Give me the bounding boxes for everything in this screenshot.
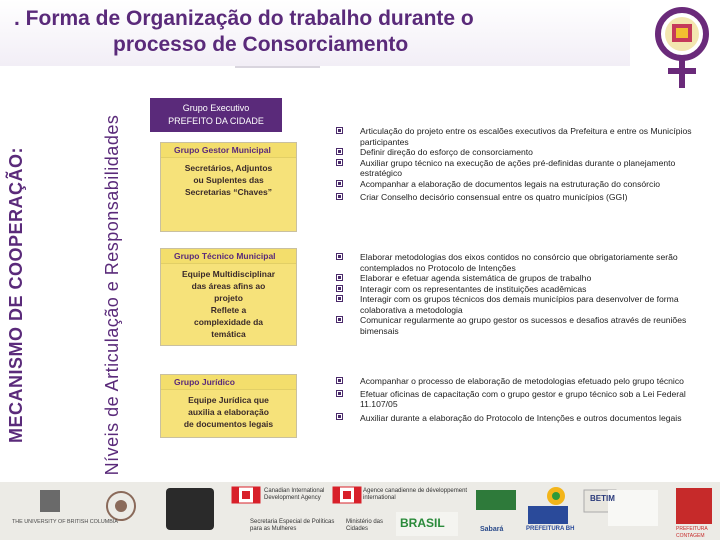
list-item: Interagir com os grupos técnicos dos demais municípios para desenvolver de forma colaborativa a metodologia	[336, 294, 706, 315]
bullet-box-icon	[336, 180, 343, 187]
list-item: Interagir com os representantes de instituições acadêmicas	[336, 284, 706, 295]
group-gestor-line: ou Suplentes das	[193, 175, 264, 185]
bullet-box-icon	[336, 413, 343, 420]
sabara-label: Sabará	[480, 526, 504, 533]
cooperation-mechanism-label: MECANISMO DE COOPERAÇÃO:	[6, 147, 26, 444]
title-line-1: . Forma de Organização do trabalho durante o	[14, 7, 474, 30]
group-gestor-line: Secretarias “Chaves”	[185, 187, 272, 197]
group-juridico-line: Equipe Jurídica que	[188, 395, 269, 405]
contagem-label: PREFEITURA CONTAGEM	[676, 526, 708, 539]
group-juridico-line: de documentos legais	[183, 419, 274, 429]
list-item: Acompanhar a elaboração de documentos legais na estruturação do consórcio	[336, 179, 706, 190]
list-item: Articulação do projeto entre os escalões executivos da Prefeitura e entre os Municípios participantes	[336, 126, 706, 147]
group-tecnico-body	[161, 264, 296, 344]
bullet-list-juridico	[336, 376, 706, 425]
venus-icon	[651, 4, 713, 92]
bullet-box-icon	[336, 148, 343, 155]
secretaria-label: Secretaria Especial de Políticas para as Mulheres	[250, 519, 335, 532]
bullet-box-icon	[336, 159, 343, 166]
female-symbol-logo	[651, 4, 713, 92]
list-item: Acompanhar o processo de elaboração de metodologias efetuado pelo grupo técnico	[336, 376, 706, 387]
ubc-label: THE UNIVERSITY OF BRITISH COLUMBIA	[12, 519, 118, 525]
executive-group-title: Grupo Executivo	[182, 103, 250, 113]
list-item: Comunicar regularmente ao grupo gestor os sucessos e desafios através de reuniões bimensais	[336, 315, 706, 336]
bullet-box-icon	[336, 316, 343, 323]
bullet-list-tecnico	[336, 252, 706, 336]
bullet-box-icon	[336, 285, 343, 292]
pbh-label: PREFEITURA BH	[526, 526, 575, 532]
left-vertical-labels	[0, 70, 150, 480]
bullet-box-icon	[336, 127, 343, 134]
list-item: Criar Conselho decisório consensual entre os quatro municípios (GGI)	[336, 192, 706, 203]
contagem-logo-icon	[676, 488, 712, 524]
list-item: Auxiliar grupo técnico na execução de ações pré-definidas durante o planejamento estratégico	[336, 158, 706, 179]
partner-logos-footer	[0, 482, 720, 540]
group-tecnico-line: Reflete a	[210, 305, 247, 315]
group-tecnico-line: projeto	[214, 293, 243, 303]
group-tecnico-line: Equipe Multidisciplinar	[181, 269, 276, 279]
executive-group-subtitle: PREFEITO DA CIDADE	[168, 116, 264, 126]
articulation-levels-label: Níveis de Articulação e Responsabilidades	[102, 114, 122, 476]
group-juridico-body	[161, 390, 296, 434]
group-tecnico-line: temática	[211, 329, 246, 339]
bullet-box-icon	[336, 295, 343, 302]
list-item: Auxiliar durante a elaboração do Protocolo de Intenções e outros documentos legais	[336, 412, 706, 425]
title-line-2: processo de Consorciamento	[113, 33, 409, 56]
title-separator	[235, 66, 320, 68]
group-tecnico-head: Grupo Técnico Municipal	[161, 249, 296, 264]
group-tecnico-line: das áreas afins ao	[191, 281, 266, 291]
group-gestor-line: Secretários, Adjuntos	[184, 163, 273, 173]
group-gestor-head: Grupo Gestor Municipal	[161, 143, 296, 158]
bullet-box-icon	[336, 253, 343, 260]
betim-label: BETIM	[590, 494, 615, 503]
cida-fr-label: Agence canadienne de développement international	[363, 488, 468, 501]
group-tecnico-municipal	[160, 248, 297, 346]
group-juridico-head: Grupo Jurídico	[161, 375, 296, 390]
bullet-box-icon	[336, 193, 343, 200]
bullet-list-gestor	[336, 126, 706, 203]
pbh-logo-icon	[528, 506, 568, 524]
cida-en-label: Canadian International Development Agency	[264, 488, 325, 501]
list-item: Elaborar e efetuar agenda sistemática de grupos de trabalho	[336, 273, 706, 284]
group-gestor-municipal	[160, 142, 297, 232]
bullet-box-icon	[336, 377, 343, 384]
figure-logo-icon	[166, 488, 214, 530]
sabara-logo-icon	[476, 490, 516, 510]
list-item: Definir direção do esforço de consorciamento	[336, 147, 706, 158]
list-item: Elaborar metodologias dos eixos contidos no consórcio que obrigatoriamente serão contemplados no Protocolo de Intenções	[336, 252, 706, 273]
ministerio-label: Ministério das Cidades	[346, 519, 384, 532]
bullet-box-icon	[336, 390, 343, 397]
brasil-label: BRASIL	[400, 516, 445, 530]
list-item: Efetuar oficinas de capacitação com o grupo gestor e grupo técnico sob a Lei Federal 11.107/05	[336, 389, 706, 410]
betim-side-box	[608, 490, 658, 526]
group-juridico-line: auxilia a elaboração	[188, 407, 269, 417]
bullet-box-icon	[336, 274, 343, 281]
group-gestor-body	[161, 158, 296, 202]
executive-group-box	[150, 98, 282, 132]
page-title	[14, 6, 614, 58]
group-juridico	[160, 374, 297, 438]
group-tecnico-line: complexidade da	[194, 317, 263, 327]
ubc-crest-icon	[40, 490, 60, 512]
